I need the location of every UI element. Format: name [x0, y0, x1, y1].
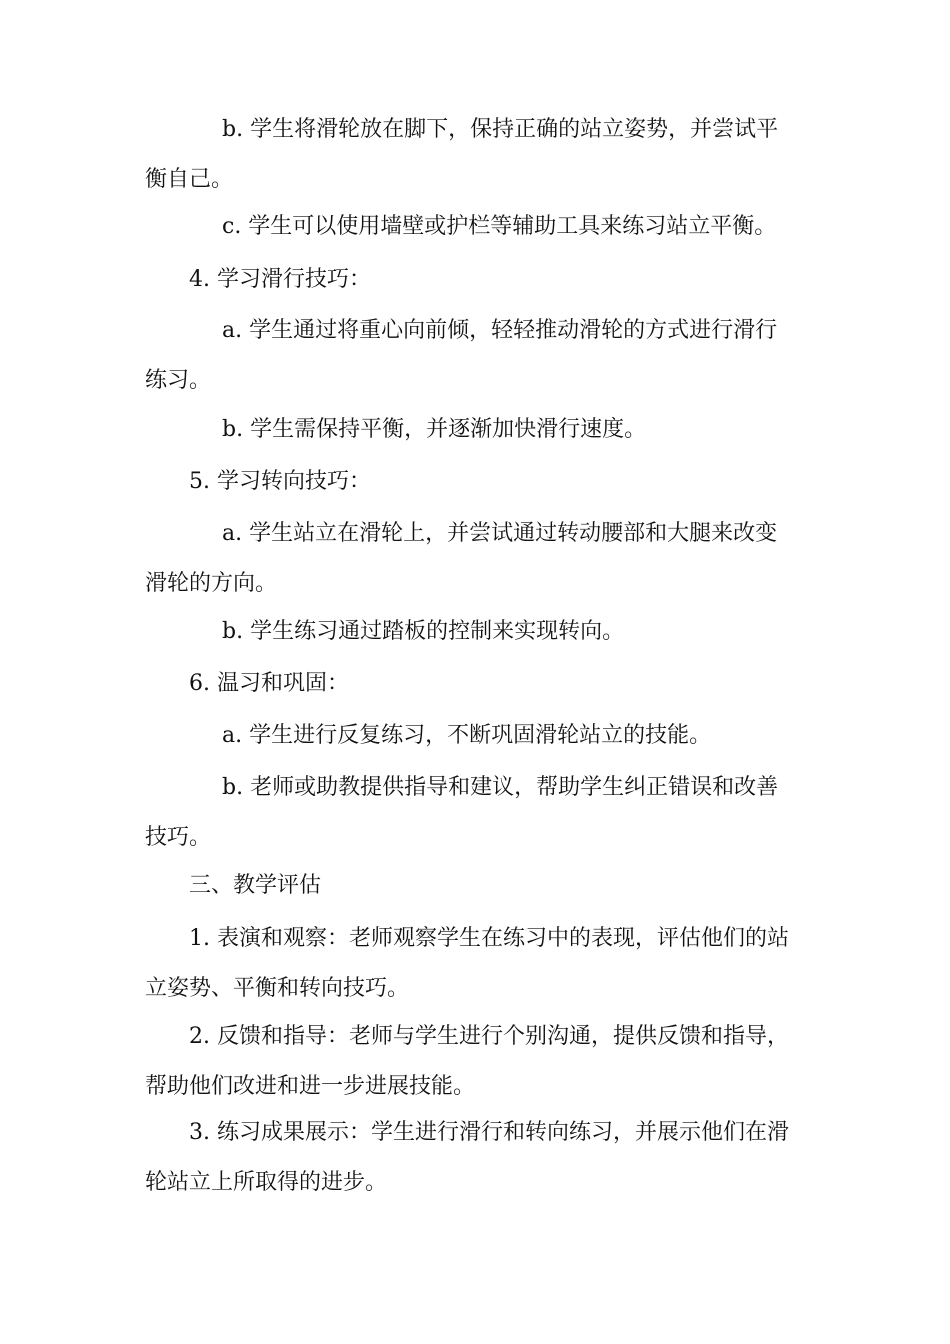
text-line: a. 学生通过将重心向前倾，轻轻推动滑轮的方式进行滑行 — [222, 318, 778, 343]
text-line: 2. 反馈和指导：老师与学生进行个别沟通，提供反馈和指导， — [189, 1024, 789, 1049]
paragraph-eval-3 — [145, 1108, 805, 1208]
text-line: b. 学生将滑轮放在脚下，保持正确的站立姿势，并尝试平 — [222, 117, 779, 142]
text-line: 轮站立上所取得的进步。 — [145, 1170, 388, 1195]
text-line: 6. 温习和巩固： — [189, 671, 349, 696]
text-line: b. 老师或助教提供指导和建议，帮助学生纠正错误和改善 — [222, 775, 779, 800]
text-line: 立姿势、平衡和转向技巧。 — [145, 976, 410, 1001]
text-line: c. 学生可以使用墙壁或护栏等辅助工具来练习站立平衡。 — [222, 214, 777, 239]
text-line: 帮助他们改进和进一步进展技能。 — [145, 1074, 476, 1099]
text-line: 衡自己。 — [145, 167, 234, 192]
text-line: a. 学生站立在滑轮上，并尝试通过转动腰部和大腿来改变 — [222, 521, 778, 546]
heading-step-4 — [145, 255, 805, 305]
paragraph-step-6a — [145, 711, 805, 761]
text-line: b. 学生需保持平衡，并逐渐加快滑行速度。 — [222, 417, 647, 442]
heading-step-5 — [145, 457, 805, 507]
paragraph-step-3b — [145, 105, 805, 205]
text-line: 1. 表演和观察：老师观察学生在练习中的表现，评估他们的站 — [189, 926, 789, 951]
text-line: 技巧。 — [145, 825, 212, 850]
heading-step-6 — [145, 659, 805, 709]
paragraph-step-4b — [145, 405, 805, 455]
text-line: 4. 学习滑行技巧： — [189, 267, 371, 292]
text-line: a. 学生进行反复练习，不断巩固滑轮站立的技能。 — [222, 723, 712, 748]
paragraph-eval-2 — [145, 1012, 805, 1112]
paragraph-step-5a — [145, 509, 805, 609]
paragraph-eval-1 — [145, 914, 805, 1014]
text-line: 滑轮的方向。 — [145, 571, 278, 596]
paragraph-step-6b — [145, 763, 805, 863]
paragraph-step-5b — [145, 607, 805, 657]
text-line: 练习。 — [145, 368, 212, 393]
paragraph-step-3c — [145, 202, 805, 252]
section-heading — [145, 861, 805, 911]
text-line: b. 学生练习通过踏板的控制来实现转向。 — [222, 619, 625, 644]
text-line: 三、教学评估 — [189, 873, 322, 898]
text-line: 5. 学习转向技巧： — [189, 469, 371, 494]
text-line: 3. 练习成果展示：学生进行滑行和转向练习，并展示他们在滑 — [189, 1120, 789, 1145]
paragraph-step-4a — [145, 306, 805, 406]
